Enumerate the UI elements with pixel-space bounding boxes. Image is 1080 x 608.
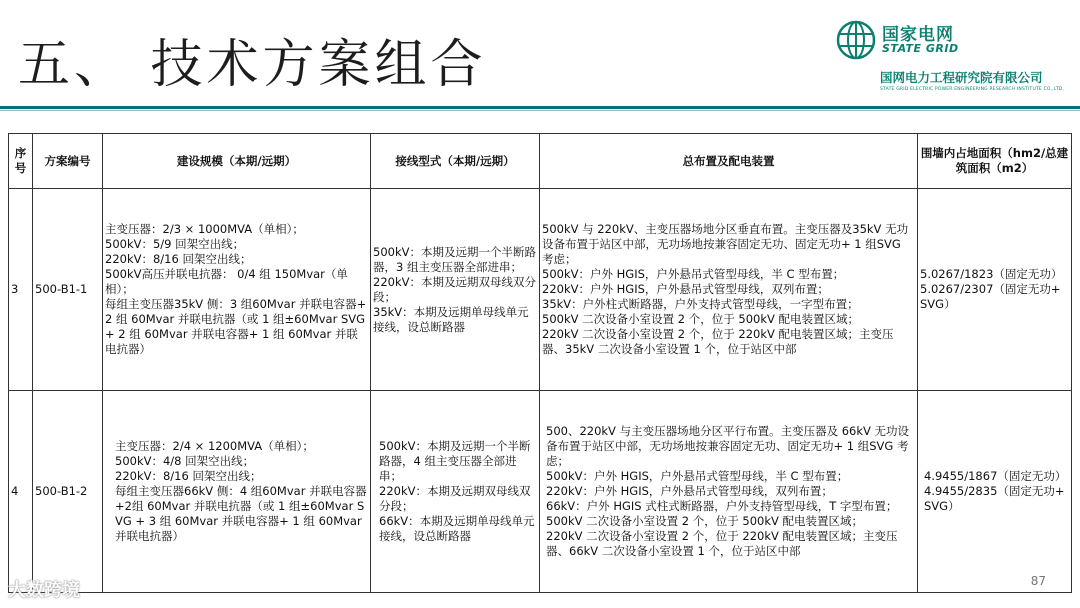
header-seq: 序号 xyxy=(9,134,33,189)
cell-scale: 主变压器：2/4 × 1200MVA（单相）； 500kV：4/8 回架空出线； 220kV：8/16 回架空出线； 每组主变压器66kV 侧：4 组60Mvar 并联电容器+2组 60Mvar 并联电抗器（或 1 组±60Mvar SVG + 3 组 60Mvar 并联电容器+ 1 组 60Mvar 并联电抗器） xyxy=(103,391,371,593)
state-grid-emblem-icon xyxy=(836,20,876,60)
slide-title: 五、 技术方案组合 xyxy=(18,35,487,95)
table-row xyxy=(9,391,1072,593)
table-row xyxy=(9,189,1072,391)
logo-name-en: STATE GRID xyxy=(882,42,959,55)
page-number: 87 xyxy=(1030,574,1046,588)
cell-code: 500-B1-1 xyxy=(33,189,103,391)
cell-seq: 3 xyxy=(9,189,33,391)
logo-company-en: STATE GRID ELECTRIC POWER ENGINEERING RESEARCH INSTITUTE CO.,LTD. xyxy=(880,87,1065,92)
cell-area: 5.0267/1823（固定无功） 5.0267/2307（固定无功+ SVG） xyxy=(918,189,1072,391)
header-wiring: 接线型式（本期/远期） xyxy=(371,134,540,189)
header-scale: 建设规模（本期/远期） xyxy=(103,134,371,189)
watermark: 大数跨境 xyxy=(8,580,80,601)
logo-name-cn: 国家电网 xyxy=(882,25,954,45)
cell-layout: 500kV 与 220kV、主变压器场地分区垂直布置。主变压器及35kV 无功设备布置于站区中部，无功场地按兼容固定无功、固定无功+ 1 组SVG 考虑； 500kV：户外 HGIS，户外悬吊式管型母线，半 C 型布置； 220kV：户外 HGIS，户外悬吊式管型母线，双列布置； 35kV：户外柱式断路器，户外支持式管型母线，一字型布置； 500kV 二次设备小室设置 2 个，位于 500kV 配电装置区域； 220kV 二次设备小室设置 2 个，位于 220kV 配电装置区域；主变压器、35kV 二次设备小室设置 1 个，位于站区中部 xyxy=(540,189,918,391)
header-layout: 总布置及配电装置 xyxy=(540,134,918,189)
logo-company-cn: 国网电力工程研究院有限公司 xyxy=(880,70,1043,85)
logo xyxy=(836,16,1076,100)
cell-area: 4.9455/1867（固定无功） 4.9455/2835（固定无功+ SVG） xyxy=(918,391,1072,593)
table-header-row xyxy=(9,134,1072,189)
header-area: 围墙内占地面积（hm2/总建筑面积（m2） xyxy=(918,134,1072,189)
cell-scale: 主变压器：2/3 × 1000MVA（单相）； 500kV：5/9 回架空出线； 220kV：8/16 回架空出线； 500kV高压并联电抗器： 0/4 组 150Mvar（单相）； 每组主变压器35kV 侧：3 组60Mvar 并联电容器+ 2 组 60Mvar 并联电抗器（或 1 组±60Mvar SVG + 2 组 60Mvar 并联电容器+ 1 组 60Mvar 并联电抗器） xyxy=(103,189,371,391)
header-code: 方案编号 xyxy=(33,134,103,189)
cell-layout: 500、220kV 与主变压器场地分区平行布置。主变压器及 66kV 无功设备布置于站区中部，无功场地按兼容固定无功、固定无功+ 1 组SVG 考虑； 500kV：户外 HGIS，户外悬吊式管型母线，半 C 型布置； 220kV：户外 HGIS，户外悬吊式管型母线，双列布置； 66kV：户外 HGIS 式柱式断路器，户外支持管型母线，T 字型布置； 500kV 二次设备小室设置 2 个，位于 500kV 配电装置区域； 220kV 二次设备小室设置 2 个，位于 220kV 配电装置区域；主变压器、66kV 二次设备小室设置 1 个，位于站区中部 xyxy=(540,391,918,593)
cell-code: 500-B1-2 xyxy=(33,391,103,593)
cell-wiring: 500kV：本期及远期一个半断路器，3 组主变压器全部进串； 220kV：本期及远期双母线双分段； 35kV：本期及远期单母线单元接线，设总断路器 xyxy=(371,189,540,391)
cell-seq: 4 xyxy=(9,391,33,593)
cell-wiring: 500kV：本期及远期一个半断路器，4 组主变压器全部进串； 220kV：本期及远期双母线双分段； 66kV：本期及远期单母线单元接线，设总断路器 xyxy=(371,391,540,593)
header-divider-thin xyxy=(0,110,1080,111)
header-divider xyxy=(0,106,1080,109)
scheme-table xyxy=(8,133,1072,593)
